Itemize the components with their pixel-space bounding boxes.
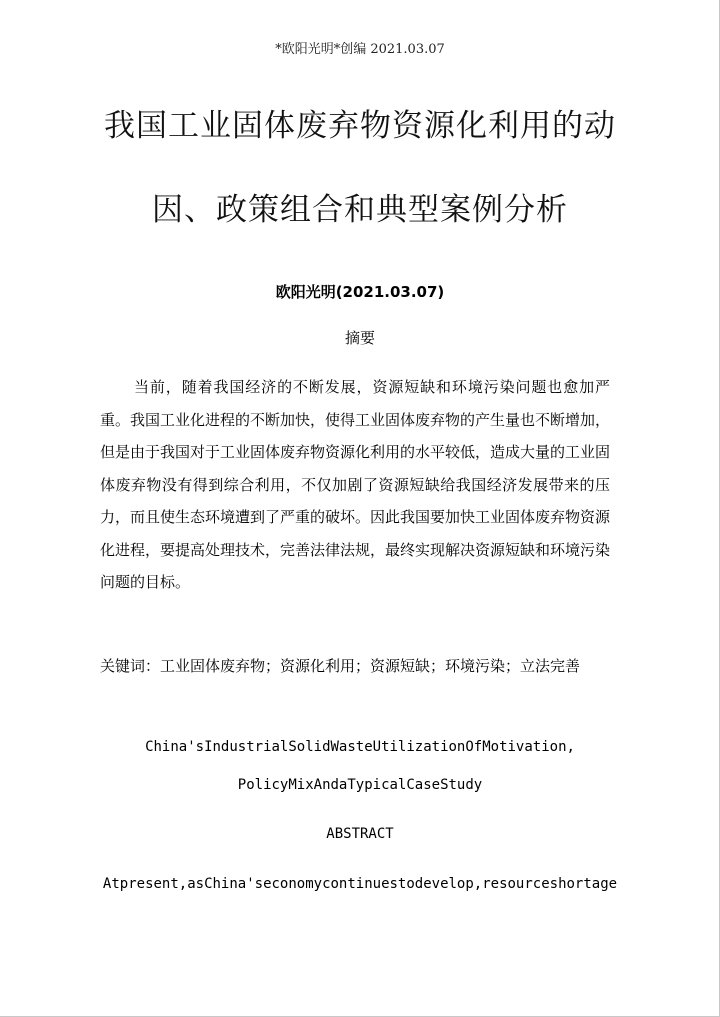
document-title-line-1: 我国工业固体废弃物资源化利用的动 (104, 108, 616, 144)
author-line: 欧阳光明(2021.03.07) (275, 283, 445, 301)
english-abstract-body: Atpresent,asChina'seconomycontinuestodevelop,resourceshortage (102, 876, 618, 892)
abstract-body: 当前，随着我国经济的不断发展，资源短缺和环境污染问题也愈加严重。我国工业化进程的不断加快，使得工业固体废弃物的产生量也不断增加，但是由于我国对于工业固体废弃物资源化利用的水平较低，造成大量的工业固体废弃物没有得到综合利用，不仅加剧了资源短缺给我国经济发展带来的压力，而且使生态环境遭到了严重的破坏。因此我国要加快工业固体废弃物资源化进程，要提高处理技术，完善法律法规，最终实现解决资源短缺和环境污染问题的目标。 (100, 378, 611, 591)
english-title-line-1: China'sIndustrialSolidWasteUtilizationOfMotivation, (145, 739, 575, 755)
document-title-line-2: 因、政策组合和典型案例分析 (152, 192, 568, 228)
abstract-heading: 摘要 (344, 329, 375, 347)
keywords: 关键词：工业固体废弃物；资源化利用；资源短缺；环境污染；立法完善 (100, 657, 581, 675)
header-note: *欧阳光明*创编 2021.03.07 (275, 42, 445, 57)
english-title-line-2: PolicyMixAndaTypicalCaseStudy (237, 777, 483, 793)
english-abstract-heading: ABSTRACT (326, 826, 394, 842)
